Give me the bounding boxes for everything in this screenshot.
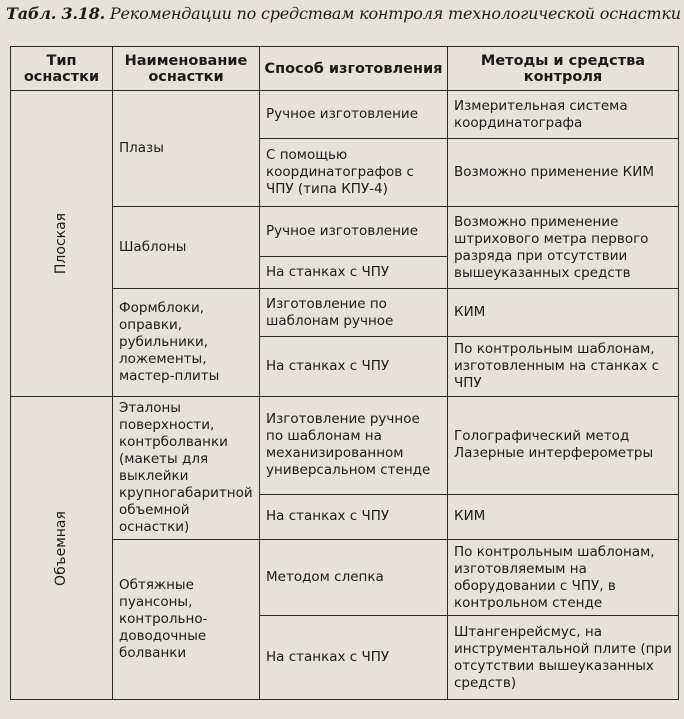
cell-method: На станках с ЧПУ — [260, 257, 448, 289]
control-methods-table — [10, 46, 679, 700]
cell-name: Формблоки, оправки, рубильники, ложементы, мастер-плиты — [113, 289, 260, 397]
table-caption — [6, 4, 681, 23]
cell-control: КИМ — [448, 289, 679, 337]
cell-control: Измерительная система координатографа — [448, 91, 679, 139]
cell-method: На станках с ЧПУ — [260, 616, 448, 700]
cell-name: Шаблоны — [113, 207, 260, 289]
cell-method: Методом слепка — [260, 540, 448, 616]
cell-control: Возможно применение КИМ — [448, 139, 679, 207]
cell-control: КИМ — [448, 494, 679, 540]
cell-name: Плазы — [113, 91, 260, 207]
cell-control: По контрольным шаблонам, изготовленным на станках с ЧПУ — [448, 337, 679, 397]
header-control: Методы и средства контроля — [448, 47, 679, 91]
cell-method: Изготовление по шаблонам ручное — [260, 289, 448, 337]
cell-method: На станках с ЧПУ — [260, 494, 448, 540]
group-volumetric-cell — [11, 397, 113, 700]
cell-name: Эталоны поверхности, контрболванки (макеты для выклейки крупногабаритной объемной оснастки) — [113, 397, 260, 540]
cell-name: Обтяжные пуансоны, контрольно-доводочные болванки — [113, 540, 260, 700]
group-flat-cell — [11, 91, 113, 397]
cell-method: Ручное изготовление — [260, 91, 448, 139]
table-header-row — [11, 47, 679, 91]
cell-method: Изготовление ручное по шаблонам на механизированном универсальном стенде — [260, 397, 448, 495]
cell-control: Штангенрейсмус, на инструментальной плите (при отсутствии вышеуказанных средств) — [448, 616, 679, 700]
header-type: Тип оснастки — [11, 47, 113, 91]
group-flat-label: Плоская — [52, 212, 69, 275]
group-volumetric-label: Объемная — [53, 510, 69, 586]
table-title: Рекомендации по средствам контроля технологической оснастки — [109, 4, 681, 23]
cell-control: Голографический метод Лазерные интерферометры — [448, 397, 679, 495]
cell-method: Ручное изготовление — [260, 207, 448, 257]
table-number: Табл. 3.18. — [6, 4, 106, 23]
header-name: Наименование оснастки — [113, 47, 260, 91]
table-row — [11, 91, 679, 139]
header-method: Способ изготовления — [260, 47, 448, 91]
cell-method: С помощью координатографов с ЧПУ (типа КПУ-4) — [260, 139, 448, 207]
cell-control: По контрольным шаблонам, изготовляемым на оборудовании с ЧПУ, в контрольном стенде — [448, 540, 679, 616]
cell-control: Возможно применение штрихового метра первого разряда при отсутствии вышеуказанных средств — [448, 207, 679, 289]
table-row — [11, 397, 679, 495]
cell-method: На станках с ЧПУ — [260, 337, 448, 397]
